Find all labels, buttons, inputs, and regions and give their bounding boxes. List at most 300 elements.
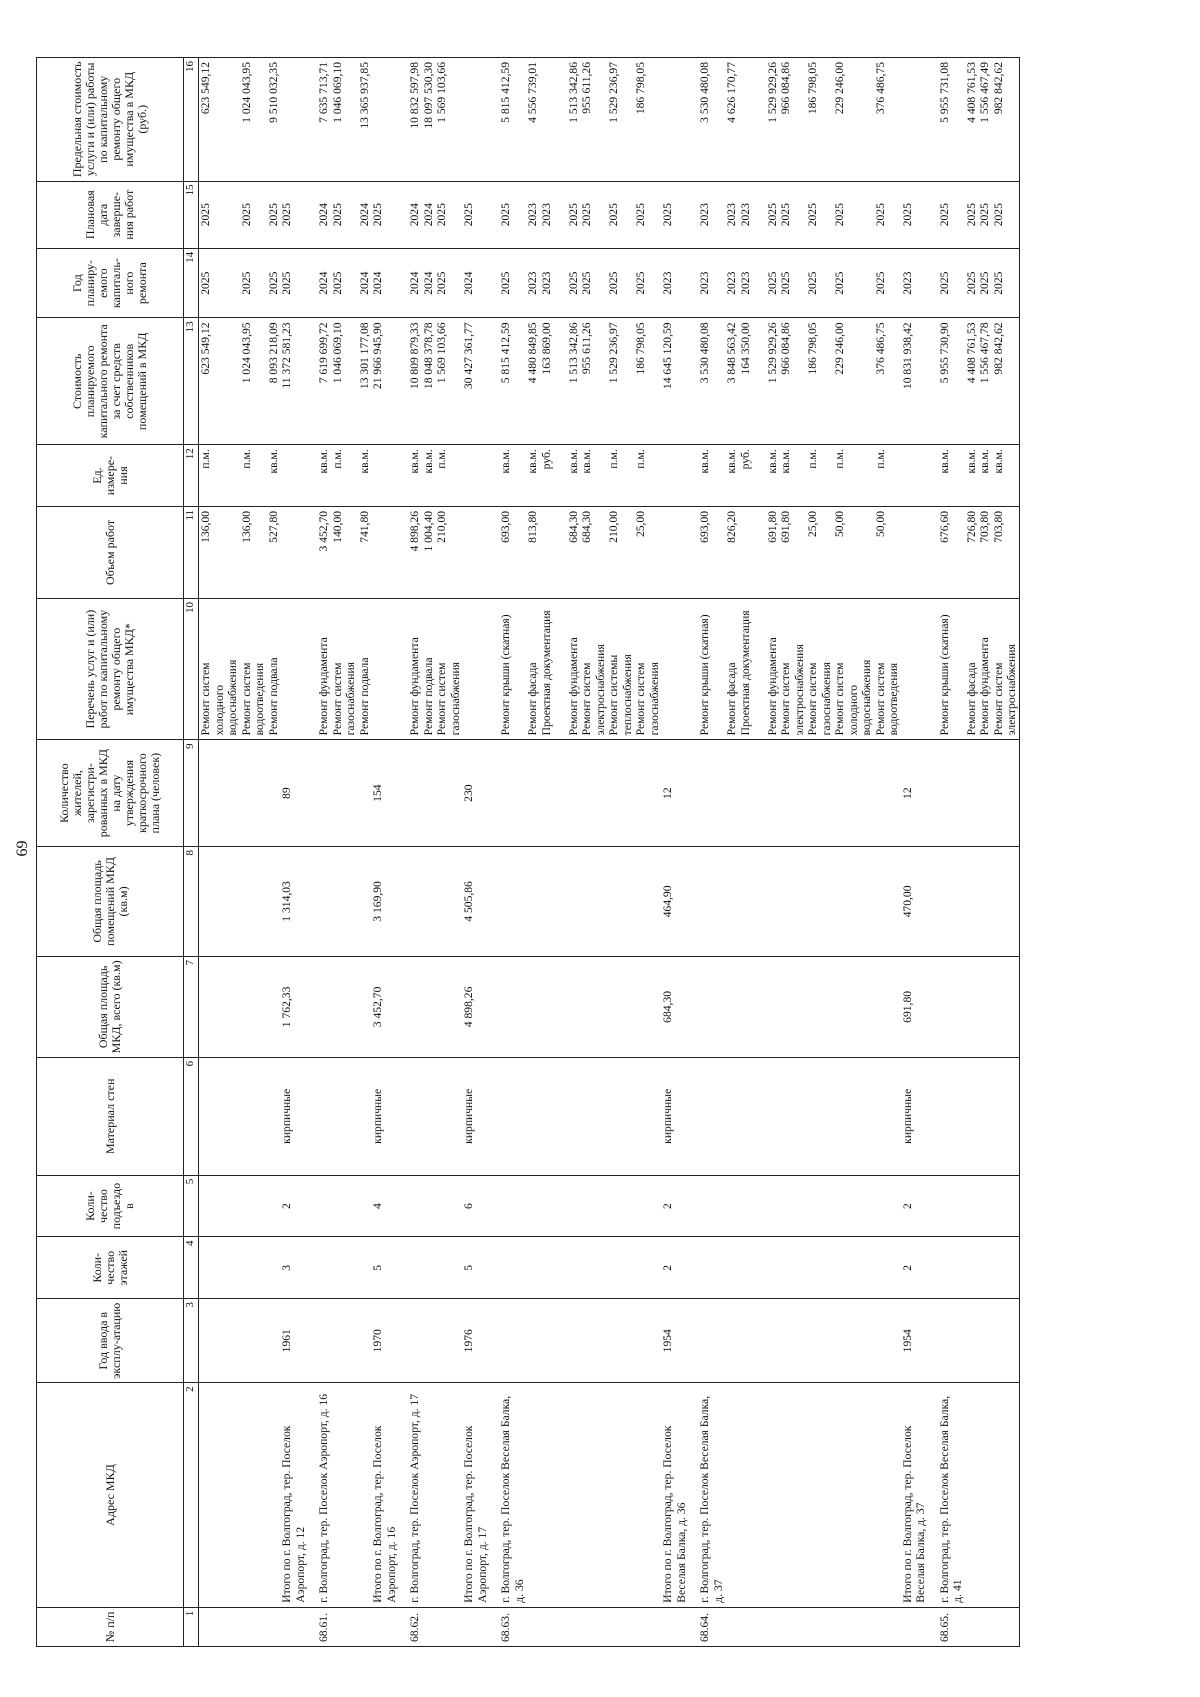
col-header: Ед. измере-ния — [37, 445, 184, 507]
cell-line: кв.м. — [566, 449, 580, 474]
cell-line — [553, 603, 567, 735]
table-cell-works — [462, 598, 499, 739]
cell-line — [213, 186, 227, 244]
table-cell-people — [499, 740, 661, 847]
cell-line: 136,00 — [239, 510, 253, 543]
cell-line: кв.м. — [725, 449, 738, 474]
cell-line — [793, 511, 807, 594]
cell-line: 703,80 — [991, 510, 1005, 543]
cell-value — [499, 851, 513, 952]
table-cell-unit — [317, 445, 371, 507]
table-row — [661, 58, 698, 1647]
cell-value: 684,30 — [661, 990, 674, 1023]
cell-value: 2 — [900, 1203, 914, 1209]
table-cell-floors — [317, 1237, 371, 1299]
cell-line — [621, 322, 635, 440]
cell-line: 2025 — [580, 203, 593, 227]
table-cell-floors — [698, 1237, 901, 1299]
table-cell-cost — [280, 318, 317, 445]
cell-line — [213, 253, 227, 314]
cell-line — [213, 511, 227, 594]
col-header: Количество жителей, зарегистри-рованных в МКД на дату утверждения краткосрочного плана (человек) — [37, 740, 184, 847]
cell-line: 2025 — [978, 203, 991, 227]
table-cell-unit — [698, 445, 901, 507]
cell-line — [344, 511, 358, 594]
col-header: Общая площадь помещений МКД (кв.м) — [37, 846, 184, 956]
table-cell-entr — [499, 1175, 661, 1237]
cell-line: 136,00 — [199, 510, 212, 543]
cell-line: 2025 — [806, 271, 819, 295]
page-number: 69 — [14, 840, 31, 857]
table-cell-year — [317, 1299, 371, 1383]
cell-value: 89 — [280, 787, 293, 799]
table-cell-entr — [371, 1175, 408, 1237]
table-cell-no — [499, 1607, 661, 1646]
cell-value: кирпичные — [661, 1088, 674, 1144]
cell-line: 2024 — [408, 203, 421, 227]
table-cell-max — [901, 58, 938, 182]
cell-line: Ремонт систем — [634, 662, 647, 736]
cell-value — [317, 1241, 331, 1294]
cell-line: холодного — [846, 684, 860, 736]
table-row — [901, 58, 938, 1647]
col-header: Перечень услуг и (или) работ по капитальному ремонту общего имущества МКД* — [37, 598, 184, 739]
table-cell-people — [280, 740, 317, 847]
cell-line: 1 569 103,66 — [435, 62, 448, 123]
table-cell-mat — [408, 1057, 462, 1175]
cell-value — [317, 851, 331, 952]
col-header: Год ввода в эксплу-атацию — [37, 1299, 184, 1383]
cell-line: 2024 — [421, 271, 435, 295]
repair-plan-table — [36, 57, 1020, 1647]
table-cell-addr — [698, 1383, 901, 1607]
cell-line — [712, 253, 726, 314]
table-cell-no — [661, 1607, 698, 1646]
table-cell-floors — [938, 1237, 1020, 1299]
cell-line — [793, 322, 807, 440]
cell-line — [213, 322, 227, 440]
cell-value: 154 — [371, 784, 384, 802]
table-cell-vol — [317, 506, 371, 598]
cell-line: Ремонт систем — [833, 662, 846, 736]
cell-value: г. Волгоград, тер. Поселок Веселая Балка, д. 36 — [499, 1395, 526, 1603]
cell-line: п.м. — [833, 449, 846, 469]
cell-line — [513, 449, 527, 502]
cell-line — [951, 449, 965, 502]
cell-line — [553, 62, 567, 177]
cell-line: 4 556 739,01 — [526, 62, 539, 123]
cell-value — [938, 1241, 952, 1294]
cell-line: 2025 — [833, 203, 846, 227]
table-cell-addr — [408, 1383, 462, 1607]
cell-line: 1 556 467,49 — [978, 62, 991, 123]
col-number: 4 — [184, 1237, 199, 1299]
cell-value — [408, 744, 422, 842]
table-cell-mat — [901, 1057, 938, 1175]
table-cell-addr — [280, 1383, 317, 1607]
cell-line: 2025 — [806, 203, 819, 227]
table-cell-cost — [901, 318, 938, 445]
cell-value: 4 505,86 — [462, 881, 475, 922]
table-cell-no — [317, 1607, 371, 1646]
cell-line — [253, 62, 267, 177]
cell-line: 2025 — [779, 203, 792, 227]
cell-line: Ремонт систем — [580, 662, 593, 736]
cell-line: Ремонт фундамента — [317, 637, 330, 736]
table-cell-cost — [661, 318, 698, 445]
cell-value — [408, 851, 422, 952]
cell-value — [280, 1612, 294, 1642]
table-cell-area_p — [499, 846, 661, 956]
cell-value: 3 169,90 — [371, 881, 384, 922]
table-cell-area_p — [408, 846, 462, 956]
table-cell-people — [901, 740, 938, 847]
cell-line: 2025 — [873, 271, 887, 295]
cell-line: кв.м. — [991, 449, 1005, 474]
table-cell-cost — [938, 318, 1020, 445]
cell-line: кв.м. — [408, 449, 421, 474]
cell-line: 4 408 761,53 — [964, 62, 978, 123]
cell-value: 2 — [900, 1264, 914, 1271]
cell-line: 2025 — [239, 271, 253, 295]
cell-line — [887, 449, 901, 502]
cell-line — [226, 322, 240, 440]
cell-value: 68.62. — [408, 1613, 421, 1642]
cell-line: 2025 — [266, 271, 280, 295]
table-cell-unit — [462, 445, 499, 507]
cell-line: 2023 — [725, 271, 738, 295]
cell-value — [499, 1303, 513, 1378]
table-cell-works — [698, 598, 901, 739]
col-header: Коли-чество подъездо в — [37, 1175, 184, 1237]
col-number: 14 — [184, 248, 199, 318]
table-cell-no — [462, 1607, 499, 1646]
cell-line — [820, 449, 834, 502]
cell-line: 1 046 069,10 — [330, 322, 344, 384]
cell-value: 2 — [661, 1203, 674, 1209]
cell-line: 2025 — [607, 203, 620, 227]
cell-line — [513, 511, 527, 594]
cell-line: 164 350,00 — [738, 322, 752, 375]
table-cell-y2 — [499, 181, 661, 248]
table-cell-year — [280, 1299, 317, 1383]
cell-value: г. Волгоград, тер. Поселок Веселая Балка, д. 37 — [698, 1395, 725, 1603]
table-cell-vol — [408, 506, 462, 598]
cell-line: газоснабжения — [344, 661, 357, 736]
table-cell-y2 — [938, 181, 1020, 248]
table-cell-unit — [499, 445, 661, 507]
header-row — [37, 58, 184, 1647]
col-number: 8 — [184, 846, 199, 956]
table-cell-area_p — [280, 846, 317, 956]
table-cell-year — [938, 1299, 1020, 1383]
cell-line: водоотведения — [887, 662, 900, 736]
table-cell-y2 — [661, 181, 698, 248]
cell-line: 5 815 412,59 — [499, 62, 512, 123]
cell-line: 2025 — [280, 271, 293, 295]
cell-line: 10 832 597,98 — [408, 62, 421, 129]
cell-line — [860, 511, 874, 594]
col-header: Материал стен — [37, 1057, 184, 1175]
cell-line — [712, 603, 726, 735]
cell-line: Ремонт крыши (скатная) — [937, 614, 951, 736]
cell-line — [860, 253, 874, 314]
table-cell-works — [661, 598, 698, 739]
cell-line — [793, 186, 807, 244]
cell-value — [938, 1303, 952, 1378]
table-cell-mat — [938, 1057, 1020, 1175]
cell-line: 186 798,05 — [806, 62, 819, 115]
cell-line — [820, 186, 834, 244]
table-cell-works — [938, 598, 1020, 739]
table-cell-unit — [408, 445, 462, 507]
col-number: 11 — [184, 506, 199, 598]
cell-line — [752, 253, 766, 314]
cell-line: Ремонт фундамента — [566, 637, 580, 736]
cell-line: 1 513 342,86 — [566, 322, 580, 384]
table-cell-year — [661, 1299, 698, 1383]
cell-line: 2025 — [280, 203, 293, 227]
cell-line: п.м. — [873, 449, 887, 469]
cell-line: 2025 — [978, 271, 991, 295]
col-number: 7 — [184, 956, 199, 1057]
cell-value: 6 — [462, 1203, 475, 1209]
cell-line: 2023 — [661, 271, 674, 295]
cell-line: 2025 — [937, 271, 951, 295]
cell-line: 1 529 236,97 — [607, 62, 620, 123]
cell-line: 2024 — [317, 203, 330, 227]
cell-line: Ремонт системы — [607, 654, 620, 736]
cell-line — [712, 186, 726, 244]
cell-line: 1 024 043,95 — [239, 62, 253, 123]
cell-line: Проектная документация — [738, 610, 752, 736]
cell-line — [449, 449, 463, 502]
cell-line: водоотведения — [253, 662, 266, 736]
cell-value: кирпичные — [462, 1088, 475, 1144]
cell-line — [513, 603, 527, 735]
table-cell-area_p — [371, 846, 408, 956]
cell-value — [462, 1612, 476, 1642]
cell-line: 2025 — [991, 203, 1005, 227]
cell-value — [199, 1303, 213, 1378]
cell-value — [408, 1180, 422, 1233]
table-row — [499, 58, 661, 1647]
table-cell-area — [408, 956, 462, 1057]
cell-line: Ремонт фасада — [526, 662, 539, 736]
cell-line — [540, 62, 554, 177]
cell-line: 376 486,75 — [873, 322, 887, 375]
table-cell-area — [199, 956, 281, 1057]
cell-line: электроснабжения — [593, 644, 607, 736]
cell-line: 2024 — [421, 203, 435, 227]
col-number: 12 — [184, 445, 199, 507]
cell-line: 2024 — [357, 203, 371, 227]
cell-line: 1 024 043,95 — [239, 322, 253, 384]
table-cell-area — [901, 956, 938, 1057]
table-cell-y1 — [371, 248, 408, 318]
cell-line — [752, 186, 766, 244]
cell-line: 2025 — [199, 271, 212, 295]
table-cell-y1 — [698, 248, 901, 318]
cell-line: 2025 — [580, 271, 593, 295]
cell-line: 966 084,86 — [779, 322, 792, 375]
cell-line: кв.м. — [526, 449, 539, 474]
table-cell-works — [199, 598, 281, 739]
cell-line: 693,00 — [698, 510, 711, 543]
table-cell-area_p — [199, 846, 281, 956]
cell-line: 186 798,05 — [806, 322, 819, 375]
table-cell-max — [462, 58, 499, 182]
cell-value: 5 — [462, 1264, 475, 1271]
cell-line — [887, 322, 901, 440]
table-cell-y2 — [280, 181, 317, 248]
cell-line — [648, 511, 662, 594]
cell-value: 1954 — [900, 1329, 914, 1353]
table-cell-vol — [462, 506, 499, 598]
table-cell-works — [317, 598, 371, 739]
table-cell-vol — [938, 506, 1020, 598]
col-number: 2 — [184, 1383, 199, 1607]
table-cell-works — [499, 598, 661, 739]
cell-line: 691,80 — [779, 510, 792, 543]
table-cell-works — [901, 598, 938, 739]
table-cell-area_p — [661, 846, 698, 956]
cell-line — [860, 186, 874, 244]
cell-value: Итого по г. Волгоград, тер. Поселок Аэропорт, д. 17 — [462, 1425, 489, 1603]
cell-line: 229 246,00 — [833, 322, 846, 375]
cell-line — [951, 603, 965, 735]
cell-line: электроснабжения — [792, 644, 806, 736]
cell-line — [513, 322, 527, 440]
cell-line — [513, 186, 527, 244]
cell-line: 4 898,26 — [408, 510, 421, 552]
table-row — [199, 58, 281, 1647]
cell-value — [698, 1180, 712, 1233]
cell-value: 68.61. — [317, 1613, 330, 1642]
col-header: № п/п — [37, 1607, 184, 1646]
table-cell-addr — [199, 1383, 281, 1607]
cell-line — [752, 603, 766, 735]
cell-value — [408, 1303, 422, 1378]
cell-line — [594, 322, 608, 440]
cell-line — [648, 253, 662, 314]
cell-line: Ремонт крыши (скатная) — [499, 614, 512, 736]
table-cell-vol — [661, 506, 698, 598]
cell-line: 2024 — [408, 271, 421, 295]
cell-value — [499, 1062, 513, 1171]
cell-line: 2025 — [833, 271, 846, 295]
cell-line: кв.м. — [779, 449, 792, 474]
table-cell-people — [408, 740, 462, 847]
cell-line: 186 798,05 — [634, 322, 647, 375]
cell-line: 2024 — [317, 271, 330, 295]
table-cell-floors — [199, 1237, 281, 1299]
cell-line: п.м. — [330, 449, 344, 469]
cell-line — [553, 511, 567, 594]
cell-line — [226, 62, 240, 177]
cell-value: кирпичные — [900, 1088, 914, 1144]
table-cell-mat — [371, 1057, 408, 1175]
table-cell-unit — [661, 445, 698, 507]
cell-value: 691,80 — [900, 990, 914, 1023]
table-cell-cost — [408, 318, 462, 445]
table-cell-y2 — [199, 181, 281, 248]
cell-line: 14 645 120,59 — [661, 322, 674, 390]
cell-value: 1961 — [280, 1329, 293, 1353]
cell-line: 623 549,12 — [199, 62, 212, 115]
cell-line: 693,00 — [499, 510, 512, 543]
cell-line — [594, 449, 608, 502]
cell-line: 140,00 — [330, 510, 344, 543]
table-cell-area — [280, 956, 317, 1057]
cell-line — [253, 186, 267, 244]
cell-line: 4 480 849,85 — [526, 322, 539, 384]
cell-line: 18 048 378,78 — [421, 322, 435, 390]
cell-line — [1005, 253, 1019, 314]
cell-line: кв.м. — [765, 449, 779, 474]
cell-line — [226, 253, 240, 314]
cell-line: 2025 — [330, 271, 344, 295]
cell-line: Ремонт систем — [435, 662, 448, 736]
cell-line — [449, 253, 463, 314]
cell-line: газоснабжения — [819, 661, 833, 736]
cell-line: 30 427 361,77 — [462, 322, 475, 390]
cell-value: 68.63. — [499, 1613, 512, 1642]
table-cell-year — [499, 1299, 661, 1383]
table-cell-max — [408, 58, 462, 182]
cell-line: 2023 — [738, 271, 752, 295]
col-header: Объем работ — [37, 506, 184, 598]
cell-value: г. Волгоград, тер. Поселок Веселая Балка, д. 41 — [937, 1395, 964, 1603]
table-cell-y1 — [499, 248, 661, 318]
cell-line — [213, 62, 227, 177]
cell-line: 210,00 — [435, 510, 448, 543]
cell-line: 2025 — [435, 203, 448, 227]
cell-line: 8 093 218,09 — [266, 322, 280, 384]
cell-line: кв.м. — [580, 449, 593, 474]
table-cell-unit — [901, 445, 938, 507]
cell-line: 21 966 945,90 — [371, 322, 384, 390]
cell-line: 2025 — [462, 203, 475, 227]
cell-line: 2023 — [698, 203, 711, 227]
cell-line: Проектная документация — [539, 610, 553, 736]
cell-line: 50,00 — [873, 510, 887, 538]
cell-line — [752, 511, 766, 594]
cell-value — [698, 1303, 712, 1378]
col-header: Общая площадь МКД, всего (кв.м) — [37, 956, 184, 1057]
cell-value — [938, 851, 952, 952]
cell-value: 464,90 — [661, 885, 674, 918]
table-cell-year — [408, 1299, 462, 1383]
cell-line: 2025 — [765, 271, 779, 295]
table-cell-year — [901, 1299, 938, 1383]
cell-value: 3 452,70 — [371, 986, 384, 1028]
cell-line: 2025 — [499, 271, 512, 295]
table-cell-vol — [499, 506, 661, 598]
cell-line: Ремонт систем — [991, 662, 1005, 736]
cell-line: холодного — [212, 684, 226, 736]
table-cell-year — [698, 1299, 901, 1383]
cell-line: 3 530 480,08 — [698, 62, 711, 123]
cell-value — [698, 744, 712, 842]
cell-value — [199, 961, 213, 1053]
cell-line — [820, 62, 834, 177]
table-row — [280, 58, 317, 1647]
cell-line: п.м. — [607, 449, 620, 469]
cell-line: 2025 — [634, 203, 647, 227]
cell-line: 813,80 — [526, 510, 539, 543]
table-cell-floors — [280, 1237, 317, 1299]
